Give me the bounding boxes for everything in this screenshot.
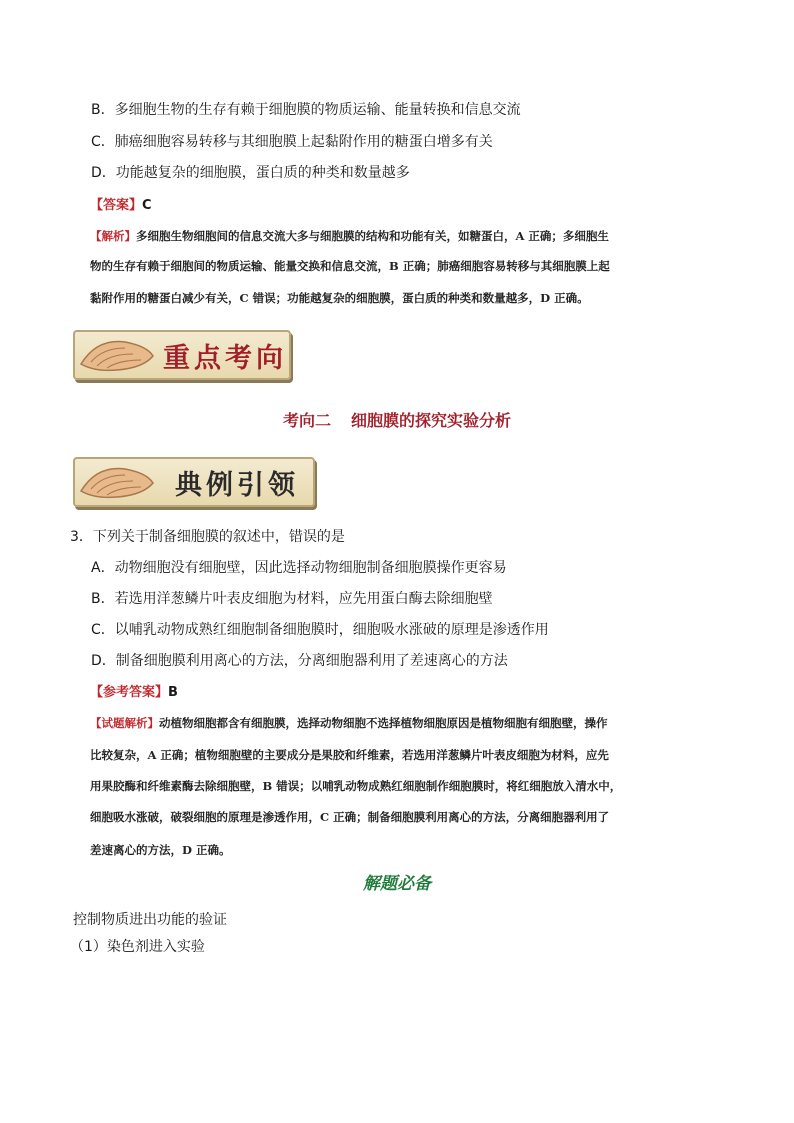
q3-option-c: C．以哺乳动物成熟红细胞制备细胞膜时，细胞吸水涨破的原理是渗透作用 — [91, 622, 549, 638]
q2-explanation-line-3: 黏附作用的糖蛋白减少有关，C 错误；功能越复杂的细胞膜，蛋白质的种类和数量越多，D 正确。 — [90, 291, 589, 305]
answer-label: 【答案】 — [90, 198, 143, 213]
subhead: 解题必备 — [363, 874, 431, 894]
section-name: 细胞膜的探究实验分析 — [351, 411, 512, 430]
q2-option-b: B．多细胞生物的生存有赖于细胞膜的物质运输、能量转换和信息交流 — [91, 102, 521, 118]
section-title — [0, 408, 794, 431]
explanation-text: 多细胞生物细胞间的信息交流大多与细胞膜的结构和功能有关，如糖蛋白，A 正确；多细胞生 — [136, 229, 609, 243]
q2-option-c: C．肺癌细胞容易转移与其细胞膜上起黏附作用的糖蛋白增多有关 — [91, 134, 493, 150]
q2-answer — [90, 196, 152, 216]
shell-icon — [77, 461, 155, 501]
q2-explanation-line-2: 物的生存有赖于细胞间的物质运输、能量交换和信息交流，B 正确；肺癌细胞容易转移与其细胞膜上起 — [90, 259, 610, 273]
q3-explanation-line-4: 细胞吸水涨破，破裂细胞的原理是渗透作用，C 正确；制备细胞膜利用离心的方法，分离细胞器利用了 — [90, 810, 610, 824]
body-line-2: （1）染色剂进入实验 — [70, 939, 205, 955]
banner-example — [73, 457, 315, 507]
q3-answer — [90, 683, 178, 703]
answer-value: B — [168, 685, 178, 700]
body-line-1: 控制物质进出功能的验证 — [73, 912, 227, 928]
q3-explanation-line-1 — [90, 715, 730, 731]
explanation-text: 动植物细胞都含有细胞膜，选择动物细胞不选择植物细胞原因是植物细胞有细胞壁，操作 — [159, 716, 608, 730]
q3-option-d: D．制备细胞膜利用离心的方法，分离细胞器利用了差速离心的方法 — [91, 653, 508, 669]
answer-value: C — [142, 198, 152, 213]
explanation-label: 【解析】 — [90, 229, 136, 243]
q3-option-b: B．若选用洋葱鳞片叶表皮细胞为材料，应先用蛋白酶去除细胞壁 — [91, 591, 493, 607]
section-number: 考向二 — [282, 411, 331, 430]
q3-option-a: A．动物细胞没有细胞壁，因此选择动物细胞制备细胞膜操作更容易 — [91, 560, 507, 576]
shell-icon — [77, 334, 155, 374]
banner-title: 重点考向 — [163, 343, 287, 374]
q3-explanation-line-2: 比较复杂，A 正确；植物细胞壁的主要成分是果胶和纤维素，若选用洋葱鳞片叶表皮细胞为材料，应先 — [90, 748, 609, 762]
banner-title: 典例引领 — [175, 470, 299, 501]
answer-label: 【参考答案】 — [90, 685, 169, 700]
q2-option-d: D．功能越复杂的细胞膜，蛋白质的种类和数量越多 — [91, 165, 410, 181]
banner-key-topic — [73, 330, 291, 380]
q3-explanation-line-3: 用果胶酶和纤维素酶去除细胞壁，B 错误；以哺乳动物成熟红细胞制作细胞膜时，将红细胞放入清水中， — [90, 779, 622, 793]
q2-explanation-line-1 — [90, 228, 730, 244]
explanation-label: 【试题解析】 — [90, 716, 159, 730]
q3-stem: 3．下列关于制备细胞膜的叙述中，错误的是 — [70, 529, 345, 545]
q3-explanation-line-5: 差速离心的方法，D 正确。 — [90, 843, 231, 857]
